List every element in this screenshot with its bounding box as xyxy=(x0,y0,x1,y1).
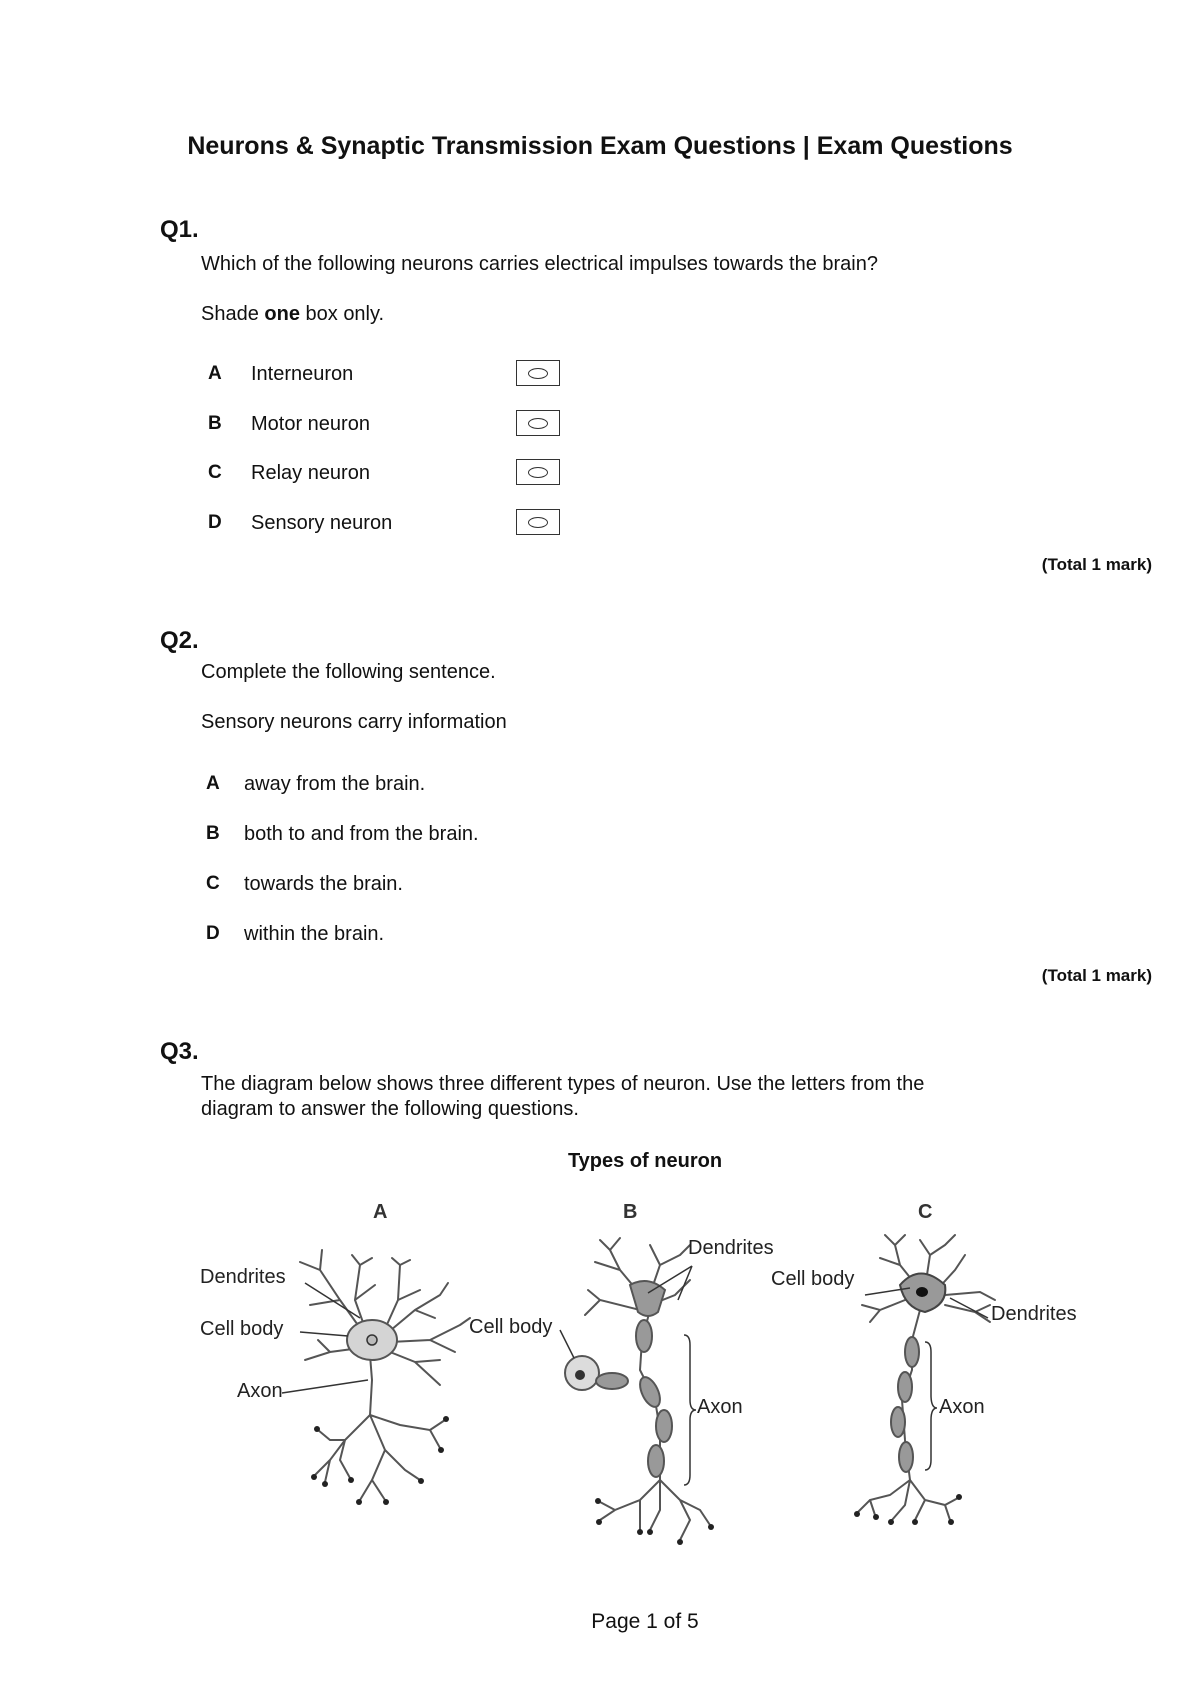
q3-question-line-2: diagram to answer the following questions. xyxy=(201,1098,579,1120)
q1-option-letter-d: D xyxy=(208,512,222,533)
q3-question-line-1: The diagram below shows three different types of neuron. Use the letters from the xyxy=(201,1073,925,1095)
label-a-cell-body: Cell body xyxy=(200,1318,284,1340)
label-b-cell-body: Cell body xyxy=(469,1316,553,1338)
q1-option-label-b: Motor neuron xyxy=(251,413,370,435)
question-number-q3: Q3. xyxy=(160,1038,199,1065)
neuron-b-nucleus xyxy=(575,1370,585,1380)
q2-stem: Sensory neurons carry information xyxy=(201,711,507,733)
label-c-cell-body: Cell body xyxy=(771,1268,855,1290)
q1-option-label-d: Sensory neuron xyxy=(251,512,393,534)
q2-option-letter-b: B xyxy=(206,823,220,844)
label-b-dendrites: Dendrites xyxy=(688,1237,774,1259)
neuron-letter-b: B xyxy=(623,1201,638,1223)
label-c-axon: Axon xyxy=(939,1396,985,1418)
q1-total-mark: (Total 1 mark) xyxy=(1041,555,1152,574)
q2-option-letter-c: C xyxy=(206,873,220,894)
label-c-dendrites: Dendrites xyxy=(991,1303,1077,1325)
q1-question-text: Which of the following neurons carries electrical impulses towards the brain? xyxy=(201,253,878,275)
page-footer: Page 1 of 5 xyxy=(591,1610,699,1633)
page-title: Neurons & Synaptic Transmission Exam Questions | Exam Questions xyxy=(187,132,1013,160)
q1-option-label-c: Relay neuron xyxy=(251,462,370,484)
diagram-caption: Types of neuron xyxy=(567,1150,723,1172)
axon-terminal-dots xyxy=(311,1416,962,1545)
question-number-q1: Q1. xyxy=(160,216,199,243)
myelin-segments xyxy=(596,1320,919,1477)
q1-option-letter-b: B xyxy=(208,413,222,434)
q2-total-mark: (Total 1 mark) xyxy=(1041,966,1152,985)
neuron-a-drawing xyxy=(300,1250,470,1500)
q1-option-letter-a: A xyxy=(208,363,222,384)
neuron-a-nucleus xyxy=(367,1335,377,1345)
label-a-axon: Axon xyxy=(237,1380,283,1402)
q1-option-letter-c: C xyxy=(208,462,222,483)
label-b-axon: Axon xyxy=(697,1396,743,1418)
q2-option-letter-d: D xyxy=(206,923,220,944)
neuron-letter-a: A xyxy=(373,1201,388,1223)
q2-option-letter-a: A xyxy=(206,773,220,794)
q1-instruction-pre: Shade xyxy=(201,303,265,325)
q1-instruction-post: box only. xyxy=(299,303,385,325)
label-a-dendrites: Dendrites xyxy=(200,1266,286,1288)
q2-option-label-a: away from the brain. xyxy=(244,773,426,795)
q1-option-label-a: Interneuron xyxy=(251,363,354,385)
neuron-c-nucleus xyxy=(916,1287,928,1297)
q1-instruction-bold: one xyxy=(264,303,300,325)
q2-question-text: Complete the following sentence. xyxy=(201,661,496,683)
q2-option-label-d: within the brain. xyxy=(244,923,385,945)
q2-option-label-b: both to and from the brain. xyxy=(244,823,479,845)
q2-option-label-c: towards the brain. xyxy=(244,873,403,895)
neuron-letter-c: C xyxy=(918,1201,933,1223)
question-number-q2: Q2. xyxy=(160,627,199,654)
